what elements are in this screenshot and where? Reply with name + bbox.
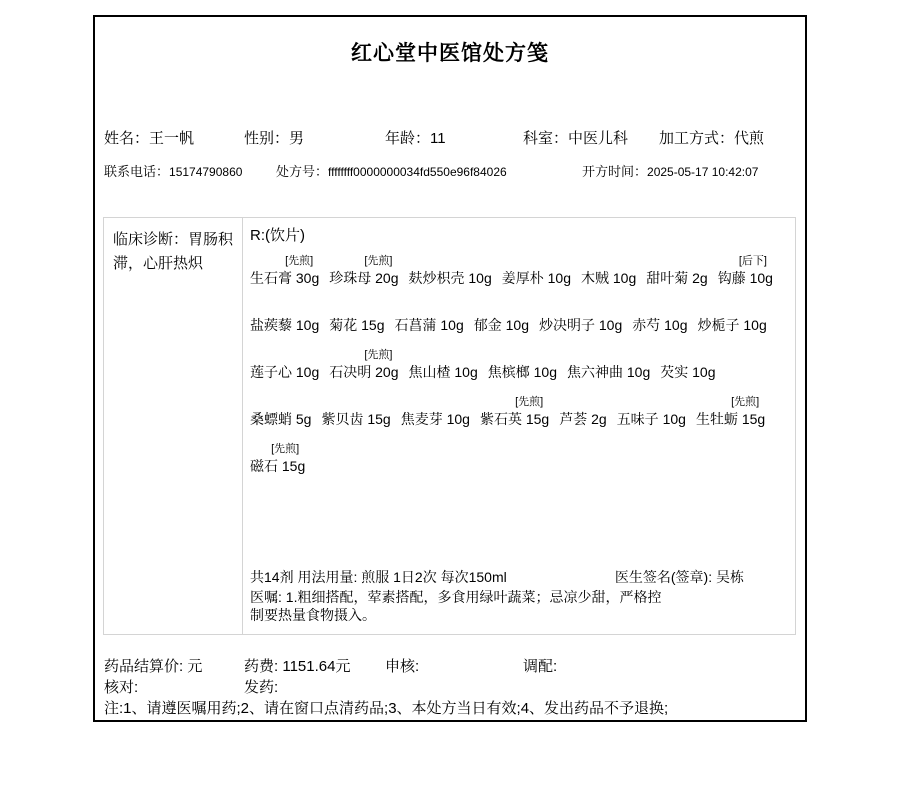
herb-name-dose: 焦麦芽 10g: [400, 411, 470, 427]
herb-decoction-tag: [250, 395, 311, 409]
herb-decoction-tag: [646, 254, 707, 268]
herb-entry: [502, 254, 571, 288]
settlement-price-value: 元: [187, 658, 203, 675]
herb-decoction-tag: [474, 301, 529, 315]
herb-name-dose: 焦槟榔 10g: [487, 364, 557, 380]
herb-name-dose: 炒决明子 10g: [539, 317, 623, 333]
herb-entry: [480, 395, 549, 429]
page-title: 红心堂中医馆处方笺: [351, 42, 549, 65]
prescription-page: [93, 15, 807, 722]
herb-name-dose: 石决明 20g: [329, 364, 399, 380]
rx-number-field: [276, 161, 507, 180]
doctor-signature-value: 吴栋: [716, 569, 744, 585]
herb-entry: [539, 301, 622, 335]
herb-line: [250, 442, 787, 476]
herb-entry: [401, 395, 470, 429]
fee-label: 药费:: [244, 658, 283, 675]
herb-entry: [250, 301, 319, 335]
herb-entry: [329, 301, 384, 335]
herb-entry: [698, 301, 767, 335]
herb-decoction-tag: [502, 254, 571, 268]
herb-name-dose: 焦山楂 10g: [408, 364, 478, 380]
herb-name-dose: 紫石英 15g: [479, 411, 550, 427]
diagnosis-cell: [104, 218, 243, 634]
doctor-signature: [615, 568, 744, 587]
herb-entry: [329, 254, 398, 288]
herb-entry: [660, 348, 715, 382]
herb-name-dose: 赤芍 10g: [632, 317, 688, 333]
patient-department-field: [523, 127, 628, 148]
issue-time-value: 2025-05-17 10:42:07: [647, 165, 759, 179]
herb-decoction-tag: [先煎]: [285, 255, 314, 267]
herb-decoction-tag: [250, 301, 319, 315]
herb-entry: [617, 395, 686, 429]
prescription-table: [103, 217, 796, 635]
herb-name-dose: 焦六神曲 10g: [567, 364, 651, 380]
diagnosis-label: 临床诊断：: [113, 231, 189, 248]
herb-name-dose: 姜厚朴 10g: [501, 270, 571, 286]
issue-time-label: 开方时间：: [582, 164, 648, 179]
herb-name-dose: 钩藤 10g: [717, 270, 773, 286]
herb-name-dose: 炒栀子 10g: [697, 317, 767, 333]
dispense-field: 调配:: [523, 658, 558, 675]
settlement-price-field: [104, 655, 202, 676]
prescription-cell: [243, 218, 795, 634]
herb-entry: [632, 301, 687, 335]
patient-phone-field: [104, 161, 242, 180]
herb-name-dose: 生牡蛎 15g: [695, 411, 766, 427]
herb-line: [250, 348, 787, 382]
herb-name-dose: 桑螵蛸 5g: [250, 411, 312, 427]
issue-drug-field: 发药:: [244, 679, 279, 696]
herb-name-dose: 甜叶菊 2g: [646, 270, 708, 286]
herb-decoction-tag: [401, 395, 470, 409]
fee-value: 1151.64元: [282, 658, 351, 675]
herb-entry: [696, 395, 765, 429]
patient-department-label: 科室：: [523, 130, 569, 147]
herb-entry: [409, 348, 478, 382]
herb-entry: [250, 442, 305, 476]
patient-age-value: 11: [430, 130, 446, 147]
herb-decoction-tag: [先煎]: [271, 443, 300, 455]
herb-name-dose: 郁金 10g: [473, 317, 529, 333]
herb-name-dose: 生石膏 30g: [250, 270, 320, 286]
herb-decoction-tag: [539, 301, 622, 315]
dosage-summary: 共14剂 用法用量: 煎服 1日2次 每次150ml: [250, 569, 507, 585]
diagnosis-value: 胃肠积滞，心肝热炽: [113, 231, 234, 272]
herb-decoction-tag: [409, 254, 492, 268]
herb-decoction-tag: [617, 395, 686, 409]
herb-name-dose: 珍珠母 20g: [329, 270, 399, 286]
issue-time-field: [582, 161, 758, 180]
patient-gender-label: 性别：: [244, 130, 290, 147]
herb-decoction-tag: [329, 301, 384, 315]
herb-decoction-tag: [395, 301, 464, 315]
herb-name-dose: 磁石 15g: [250, 458, 306, 474]
fee-field: [244, 655, 350, 676]
herb-decoction-tag: [先煎]: [515, 396, 544, 408]
herb-entry: [395, 301, 464, 335]
herb-entry: [559, 395, 606, 429]
doctor-signature-label: 医生签名(签章):: [614, 569, 716, 585]
prescription-bottom-block: [250, 568, 787, 624]
herb-decoction-tag: [先煎]: [364, 255, 393, 267]
patient-age-label: 年龄：: [385, 130, 431, 147]
rx-header: R:(饮片): [250, 227, 305, 244]
medical-advice: 医嘱: 1.粗细搭配，荤素搭配，多食用绿叶蔬菜；忌凉少甜，严格控制要热量食物摄入。: [250, 589, 662, 623]
herb-decoction-tag: [先煎]: [364, 349, 393, 361]
herb-decoction-tag: [559, 395, 606, 409]
herb-decoction-tag: [488, 348, 557, 362]
herb-name-dose: 石菖蒲 10g: [394, 317, 464, 333]
herb-decoction-tag: [632, 301, 687, 315]
herb-decoction-tag: [321, 395, 390, 409]
settlement-price-label: 药品结算价:: [104, 658, 188, 675]
patient-processing-label: 加工方式：: [659, 130, 735, 147]
herb-line: [250, 395, 787, 429]
herb-name-dose: 芡实 10g: [660, 364, 716, 380]
herb-name-dose: 盐蒺藜 10g: [250, 317, 320, 333]
herb-entry: [329, 348, 398, 382]
herb-name-dose: 莲子心 10g: [250, 364, 320, 380]
patient-processing-value: 代煎: [734, 130, 765, 147]
rx-number-value: ffffffff0000000034fd550e96f84026: [328, 165, 507, 179]
herb-decoction-tag: [581, 254, 636, 268]
herb-decoction-tag: [250, 348, 319, 362]
patient-phone-value: 15174790860: [169, 165, 243, 179]
review-field: 申核:: [385, 658, 420, 675]
herb-entry: [250, 395, 311, 429]
herb-name-dose: 木贼 10g: [581, 270, 637, 286]
herb-entry: [321, 395, 390, 429]
herb-line: [250, 254, 787, 288]
herb-entry: [646, 254, 707, 288]
check-field: 核对:: [104, 679, 139, 696]
patient-age-field: [385, 127, 446, 148]
herb-decoction-tag: [660, 348, 715, 362]
herb-entry: [581, 254, 636, 288]
herb-name-dose: 紫贝齿 15g: [321, 411, 391, 427]
herb-decoction-tag: [698, 301, 767, 315]
herb-entry: [409, 254, 492, 288]
herb-entry: [474, 301, 529, 335]
herb-lines: [250, 254, 787, 476]
herb-decoction-tag: [567, 348, 650, 362]
herb-decoction-tag: [409, 348, 478, 362]
herb-name-dose: 麸炒枳壳 10g: [408, 270, 492, 286]
dosage-summary-row: [250, 568, 787, 587]
footer-note: 注:1、请遵医嘱用药;2、请在窗口点清药品;3、本处方当日有效;4、发出药品不予退换;: [104, 700, 669, 717]
herb-name-dose: 芦荟 2g: [559, 411, 607, 427]
herb-name-dose: 五味子 10g: [616, 411, 686, 427]
herb-decoction-tag: [后下]: [738, 255, 767, 267]
herb-entry: [567, 348, 650, 382]
patient-department-value: 中医儿科: [568, 130, 629, 147]
patient-name-field: [104, 127, 194, 148]
patient-processing-field: [659, 127, 764, 148]
patient-name-value: 王一帆: [149, 130, 195, 147]
rx-number-label: 处方号：: [276, 164, 329, 179]
patient-name-label: 姓名：: [104, 130, 150, 147]
patient-phone-label: 联系电话：: [104, 164, 170, 179]
herb-decoction-tag: [先煎]: [731, 396, 760, 408]
herb-line: [250, 301, 787, 335]
patient-gender-value: 男: [289, 130, 305, 147]
patient-gender-field: [244, 127, 304, 148]
herb-entry: [250, 254, 319, 288]
herb-entry: [250, 348, 319, 382]
herb-entry: [488, 348, 557, 382]
herb-name-dose: 菊花 15g: [329, 317, 385, 333]
herb-entry: [718, 254, 773, 288]
